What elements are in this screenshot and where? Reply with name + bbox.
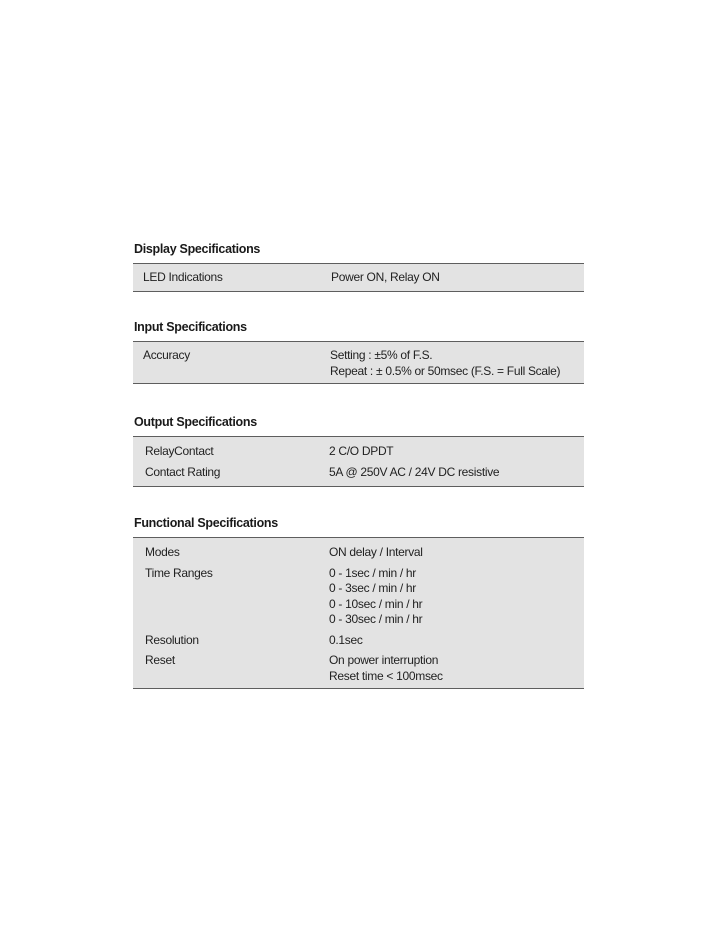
spec-label: RelayContact bbox=[145, 444, 214, 458]
section-title: Input Specifications bbox=[134, 320, 247, 334]
spec-value bbox=[329, 566, 584, 628]
spec-value-line: 0 - 3sec / min / hr bbox=[329, 581, 416, 595]
spec-value-line: On power interruption bbox=[329, 653, 439, 667]
spec-label: LED Indications bbox=[143, 270, 223, 284]
spec-row-relay-contact bbox=[133, 444, 584, 460]
spec-value-line: 0 - 10sec / min / hr bbox=[329, 596, 423, 611]
spec-value-line: 0.1sec bbox=[329, 632, 363, 647]
spec-row-led-indications bbox=[133, 270, 584, 286]
spec-row-modes bbox=[133, 545, 584, 561]
spec-label: Accuracy bbox=[143, 348, 190, 362]
spec-label: Time Ranges bbox=[145, 565, 213, 580]
spec-value bbox=[330, 348, 584, 379]
spec-row-accuracy bbox=[133, 348, 584, 379]
spec-value-line: Reset time < 100msec bbox=[329, 668, 443, 683]
input-specifications-section bbox=[133, 320, 584, 384]
spec-row-reset bbox=[133, 653, 584, 684]
spec-row-resolution bbox=[133, 633, 584, 649]
spec-table bbox=[133, 537, 584, 689]
section-title: Functional Specifications bbox=[134, 516, 278, 530]
section-title: Display Specifications bbox=[134, 242, 261, 256]
spec-value bbox=[329, 653, 584, 684]
spec-label: Reset bbox=[145, 653, 175, 667]
spec-table bbox=[133, 436, 584, 487]
spec-value-line: 0 - 30sec / min / hr bbox=[329, 612, 423, 626]
spec-value bbox=[329, 444, 584, 460]
spec-value-line: ON delay / Interval bbox=[329, 545, 423, 559]
spec-label: Modes bbox=[145, 545, 180, 559]
spec-table bbox=[133, 263, 584, 292]
spec-value bbox=[329, 633, 584, 649]
functional-specifications-section bbox=[133, 516, 584, 689]
spec-value-line: 2 C/O DPDT bbox=[329, 444, 394, 458]
spec-value-line: 0 - 1sec / min / hr bbox=[329, 565, 416, 580]
spec-value-line: Repeat : ± 0.5% or 50msec (F.S. = Full Scale) bbox=[330, 363, 561, 378]
spec-value bbox=[329, 465, 584, 481]
spec-value-line: Setting : ±5% of F.S. bbox=[330, 348, 433, 362]
spec-value bbox=[329, 545, 584, 561]
spec-value-line: Power ON, Relay ON bbox=[331, 270, 440, 284]
spec-row-time-ranges bbox=[133, 566, 584, 628]
spec-value-line: 5A @ 250V AC / 24V DC resistive bbox=[329, 464, 500, 479]
spec-value bbox=[331, 270, 584, 286]
output-specifications-section bbox=[133, 415, 584, 487]
spec-table bbox=[133, 341, 584, 384]
display-specifications-section bbox=[133, 242, 584, 292]
spec-label: Contact Rating bbox=[145, 464, 221, 479]
spec-label: Resolution bbox=[145, 632, 199, 647]
spec-row-contact-rating bbox=[133, 465, 584, 481]
section-title: Output Specifications bbox=[134, 415, 257, 429]
